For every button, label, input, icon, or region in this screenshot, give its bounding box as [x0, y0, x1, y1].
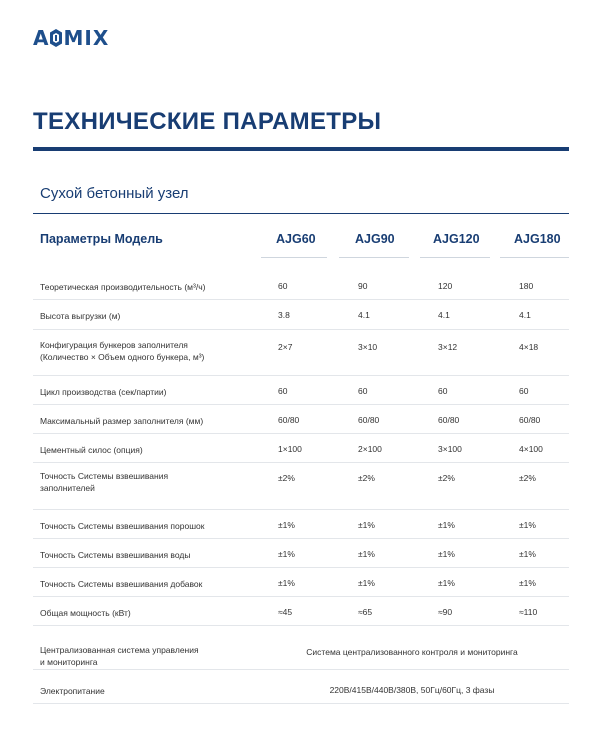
table-cell: 4×18	[519, 342, 539, 352]
logo-text-right: MIX	[63, 26, 110, 50]
row-label: Цикл производства (сек/партии)	[40, 387, 167, 397]
table-cell: 120	[438, 281, 453, 291]
model-header-ajg120: AJG120	[433, 232, 480, 246]
row-divider	[33, 509, 569, 510]
table-cell: 1×100	[278, 444, 302, 454]
table-cell: ±1%	[438, 520, 455, 530]
model-header-ajg60: AJG60	[276, 232, 316, 246]
row-label: Точность Системы взвешивания порошок	[40, 521, 205, 531]
table-cell: ±1%	[358, 578, 375, 588]
row-label: Точность Системы взвешивания добавок	[40, 579, 203, 589]
table-cell: 180	[519, 281, 534, 291]
header-underline	[500, 257, 569, 258]
table-cell: 4×100	[519, 444, 543, 454]
table-cell: ±2%	[438, 473, 455, 483]
table-cell: ±1%	[278, 578, 295, 588]
table-cell: 60/80	[358, 415, 380, 425]
table-cell: 60	[438, 386, 448, 396]
table-cell: 4.1	[358, 310, 370, 320]
title-divider	[33, 147, 569, 151]
table-cell: ±1%	[519, 520, 536, 530]
table-header-label: Параметры Модель	[40, 232, 163, 246]
row-divider	[33, 433, 569, 434]
table-cell: ±1%	[358, 549, 375, 559]
row-divider	[33, 703, 569, 704]
table-cell: ≈45	[278, 607, 293, 617]
table-cell: ≈90	[438, 607, 453, 617]
page-title: ТЕХНИЧЕСКИЕ ПАРАМЕТРЫ	[33, 108, 382, 135]
row-divider	[33, 299, 569, 300]
table-cell: ±1%	[438, 549, 455, 559]
table-cell: 60/80	[519, 415, 541, 425]
table-cell: ≈110	[519, 607, 538, 617]
row-label: Общая мощность (кВт)	[40, 608, 131, 618]
table-cell: 3×100	[438, 444, 462, 454]
table-cell: ±1%	[438, 578, 455, 588]
table-cell: ±1%	[358, 520, 375, 530]
merged-value-cell: Система централизованного контроля и мониторинга	[306, 647, 518, 657]
table-cell: 60	[358, 386, 368, 396]
table-cell: 4.1	[438, 310, 450, 320]
table-cell: ±1%	[519, 549, 536, 559]
table-cell: ±2%	[358, 473, 375, 483]
table-cell: 4.1	[519, 310, 531, 320]
section-subtitle: Сухой бетонный узел	[40, 185, 189, 202]
row-label: Конфигурация бункеров заполнителя (Количество × Объем одного бункера, м³)	[40, 340, 205, 362]
merged-value-cell: 220В/415В/440В/380В, 50Гц/60Гц, 3 фазы	[329, 685, 495, 695]
header-underline	[261, 257, 327, 258]
table-cell: ±1%	[278, 520, 295, 530]
row-divider	[33, 375, 569, 376]
row-label: Теоретическая производительность (м³/ч)	[40, 282, 206, 292]
row-label: Высота выгрузки (м)	[40, 311, 121, 321]
table-cell: 3.8	[278, 310, 290, 320]
table-cell: 60	[278, 386, 288, 396]
row-divider	[33, 462, 569, 463]
table-cell: 60/80	[278, 415, 300, 425]
row-divider	[33, 538, 569, 539]
table-cell: 2×7	[278, 342, 293, 352]
table-cell: ±2%	[278, 473, 295, 483]
table-cell: 60	[519, 386, 529, 396]
model-header-ajg180: AJG180	[514, 232, 561, 246]
row-label: Цементный силос (опция)	[40, 445, 143, 455]
table-cell: ≈65	[358, 607, 373, 617]
model-header-ajg90: AJG90	[355, 232, 395, 246]
logo-hexagon-icon	[49, 28, 63, 48]
subtitle-divider	[33, 213, 569, 214]
table-cell: ±1%	[278, 549, 295, 559]
table-cell: 60/80	[438, 415, 460, 425]
row-divider	[33, 596, 569, 597]
table-cell: 90	[358, 281, 368, 291]
row-divider	[33, 669, 569, 670]
row-label: Централизованная система управления и мониторинга	[40, 645, 199, 667]
logo-text-left: A	[33, 26, 50, 50]
header-underline	[339, 257, 409, 258]
table-cell: 60	[278, 281, 288, 291]
table-cell: 3×12	[438, 342, 458, 352]
row-label: Точность Системы взвешивания заполнителей	[40, 471, 169, 493]
header-underline	[420, 257, 490, 258]
row-divider	[33, 567, 569, 568]
table-cell: 2×100	[358, 444, 382, 454]
row-divider	[33, 329, 569, 330]
table-cell: ±2%	[519, 473, 536, 483]
aimix-logo	[33, 26, 109, 50]
row-divider	[33, 625, 569, 626]
table-cell: ±1%	[519, 578, 536, 588]
row-divider	[33, 404, 569, 405]
row-label: Точность Системы взвешивания воды	[40, 550, 191, 560]
row-label: Электропитание	[40, 686, 105, 696]
row-label: Максимальный размер заполнителя (мм)	[40, 416, 204, 426]
table-cell: 3×10	[358, 342, 378, 352]
